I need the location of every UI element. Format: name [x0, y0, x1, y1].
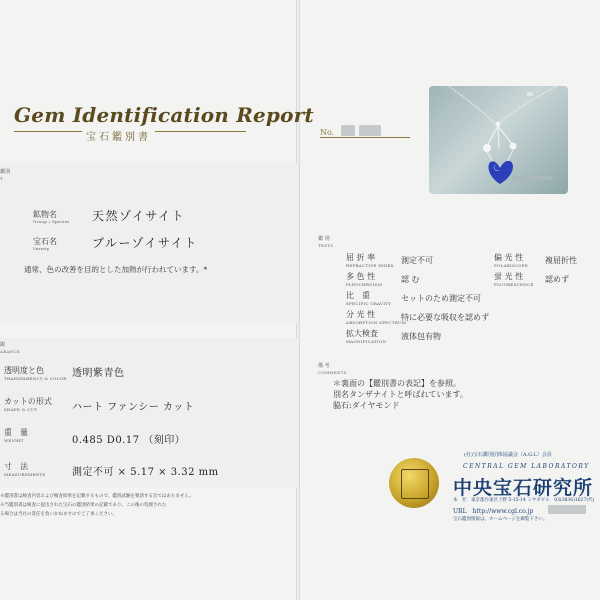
specific-gravity-label-en: SPECIFIC GRAVITY: [346, 301, 392, 306]
section-comments-jp: 備 考: [318, 363, 330, 369]
photo-caption-redacted: [512, 176, 552, 180]
fluorescence-label-en: FLUORESCENCE: [494, 282, 534, 287]
lab-url[interactable]: URL http://www.cgl.co.jp: [453, 508, 534, 515]
pleochroism-value: 認 む: [401, 275, 420, 284]
report-number-rule: [320, 137, 410, 138]
lab-address: 本 社：東京都台東区上野 5-15-14 ミヤギビル 03(3836)1627(代): [453, 498, 595, 503]
fluorescence-value: 認めず: [545, 275, 569, 284]
weight-value: 0.485 D0.17 （刻印）: [72, 435, 186, 446]
gem-value: ブルーゾイサイト: [92, 236, 198, 250]
report-number-redacted-2: [359, 125, 381, 136]
section-comments-en: COMMENTS: [318, 370, 347, 375]
footnote-line-1: ※鑑別書は検査内容および検査結果を記載するもので、鑑別試験を要請する旨ではありません。: [0, 494, 194, 499]
measurements-value: 測定不可 × 5.17 × 3.32 mm: [72, 467, 219, 478]
mineral-label-en: Group / Species: [33, 219, 70, 224]
transparency-value: 透明紫青色: [72, 368, 125, 379]
section-appearance-jp: 観: [0, 342, 6, 348]
transparency-label-en: TRANSPARENCY & COLOR: [4, 376, 67, 381]
lab-code-redacted: [548, 505, 586, 514]
section-tests-en: TESTS: [318, 243, 334, 248]
gem-label: 宝石名: [33, 237, 57, 246]
comment-line-1: ＊裏面の【鑑別書の表記】を参照。: [333, 379, 461, 388]
absorption-spectrum-value: 特に必要な吸収を認めず: [401, 313, 489, 322]
comment-line-2: 別名タンザナイトと呼ばれています。: [333, 390, 468, 399]
magnification-value: 液体包有物: [401, 332, 441, 341]
heat-treatment-note: 通常、色の改善を目的とした加熱が行われています。*: [24, 265, 208, 274]
section-identification-en: T: [0, 176, 3, 181]
report-number-redacted-1: [341, 125, 355, 136]
mineral-value: 天然ゾイサイト: [92, 209, 186, 223]
seal-emblem: [401, 469, 429, 499]
polariscope-value: 複屈折性: [545, 256, 577, 265]
measurements-label-en: MEASUREMENTS: [4, 472, 46, 477]
footnote-line-2: ※当鑑別書は検査に提出された宝石の鑑別結果の記載であり、この後の処理された: [0, 503, 167, 508]
pleochroism-label-en: PLEOCHROISM: [346, 282, 383, 287]
mineral-label: 鉱物名: [33, 210, 57, 219]
cut-label-en: SHAPE & CUT: [4, 407, 38, 412]
measurements-label: 寸 法: [4, 462, 28, 471]
lab-name-en: CENTRAL GEM LABORATORY: [463, 463, 590, 470]
magnification-label-en: MAGNIFICATION: [346, 339, 387, 344]
report-subtitle: 宝石鑑別書: [82, 128, 155, 143]
lab-association: (社)宝石鑑別団体協議会（A.G.L）会員: [464, 452, 552, 458]
cut-label: カットの形式: [4, 397, 52, 406]
gold-seal: [389, 458, 439, 508]
section-appearance-en: ARANCE: [0, 349, 21, 354]
specific-gravity-label: 比 重: [346, 291, 370, 300]
polariscope-label-en: POLARISCOPE: [494, 263, 529, 268]
lab-name-jp: 中央宝石研究所: [453, 477, 594, 499]
cut-value: ハート ファンシー カット: [72, 402, 195, 413]
section-tests-jp: 鑑 別: [318, 236, 330, 242]
magnification-label: 拡大検査: [346, 329, 378, 338]
report-number-label: No.: [320, 128, 335, 137]
polariscope-label: 偏 光 性: [494, 253, 524, 262]
absorption-spectrum-label-en: ABSORPTION SPECTRUM: [346, 320, 407, 325]
refractive-index-label: 屈 折 率: [346, 253, 376, 262]
lab-note: 宝石鑑別情報は、ホームページを御覧下さい。: [453, 517, 548, 522]
report-title: Gem Identification Report: [14, 103, 314, 127]
footnote-line-3: る場合は当社の責任を負いかねますのでご了承ください。: [0, 512, 117, 517]
pleochroism-label: 多 色 性: [346, 272, 376, 281]
transparency-label: 透明度と色: [4, 366, 44, 375]
gem-label-en: Variety: [33, 246, 50, 251]
section-identification-jp: 鑑別: [0, 169, 11, 175]
weight-label-en: WEIGHT: [4, 438, 24, 443]
comment-line-3: 脇石:ダイヤモンド: [333, 401, 400, 410]
absorption-spectrum-label: 分 光 性: [346, 310, 376, 319]
refractive-index-value: 測定不可: [401, 256, 433, 265]
weight-label: 重 量: [4, 428, 28, 437]
refractive-index-label-en: REFRACTIVE INDEX: [346, 263, 394, 268]
specific-gravity-value: セットのため測定不可: [401, 294, 481, 303]
fluorescence-label: 蛍 光 性: [494, 272, 524, 281]
